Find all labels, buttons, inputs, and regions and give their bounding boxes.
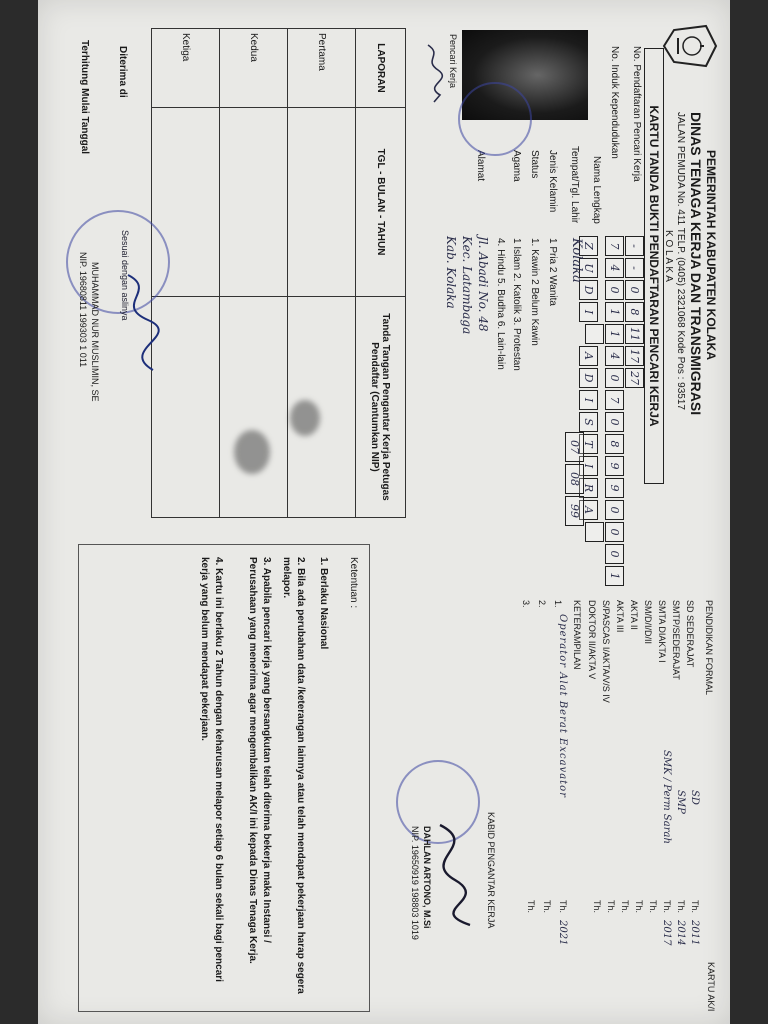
list-item: 3. Th. (521, 600, 536, 914)
list-item: SMTP/SEDERAJAT SMP Th. 2014 (671, 600, 686, 946)
dept-name: DINAS TENAGA KERJA DAN TRANSMIGRASI (688, 112, 704, 416)
alamat-label: Alamat (475, 150, 486, 182)
stain (290, 400, 320, 436)
kabid-name: DAHLAN ARTONO, M.Si (422, 826, 432, 929)
ketentuan-title: Ketentuan : (348, 557, 359, 609)
terhitung-label: Terhitung Mulai Tanggal (79, 40, 90, 155)
list-item: SMTA DIAKTA I SMK / Perm Sarah Th. 2017 (657, 600, 672, 946)
signer-name: MUHAMMAD NUR MUSLIMIN, SE (90, 262, 100, 402)
regency-emblem-icon (662, 22, 718, 70)
nama-boxes: ZUDIADISTIRA (579, 236, 604, 544)
agama-options-1: 1 Islam 2. Katolik 3. Protestan (511, 238, 522, 371)
list-item: DOKTOR II/AKTA V Th. (587, 600, 602, 914)
nik-label: No. Induk Kependudukan (609, 46, 620, 159)
kabid-nip: NIP. 19650919 198803 1019 (410, 826, 420, 940)
corner-code: KARTU AK/I (706, 962, 716, 1012)
list-item: AKTA II Th. (629, 600, 644, 914)
agama-options-2: 4. Hindu 5. Budha 6. Lain-lain (495, 238, 506, 370)
ketentuan-item-2: 2. Bila ada perubahan data /keterangan lainnya atau telah mendapat pekerjaan harap segera melapor. (281, 557, 306, 994)
list-item: S/PASCAS I/AKTA/V/S IV Th. (601, 600, 616, 914)
gov-name: PEMERINTAH KABUPATEN KOLAKA (704, 150, 718, 360)
alamat-line-2: Kec. Latambaga (460, 236, 474, 335)
nama-label: Nama Lengkap (591, 156, 602, 224)
status-label: Status (529, 150, 540, 179)
table-row: Pertama (288, 29, 356, 518)
list-item: SD SEDERAJAT SD Th. 2011 (685, 600, 700, 946)
diterima-label: Diterima di (117, 46, 128, 98)
ttl-date-boxes: 070899 (565, 432, 584, 528)
ketentuan-item-4: 4. Kartu ini berlaku 2 Tahun dengan keharusan melapor setiap 6 bulan sekali bagi pencari kerja yang belum mendapat pekerjaan. (199, 557, 224, 982)
alamat-line-1: Jl. Abadi No. 48 (476, 236, 490, 332)
job-seeker-card (38, 0, 730, 1024)
ketentuan-item-1: 1. Berlaku Nasional (318, 557, 329, 650)
applicant-signature-icon (418, 40, 448, 110)
certified-note: Sesuai dengan aslinya (120, 230, 130, 321)
table-row: Kedua (220, 29, 288, 518)
signer-nip: NIP. 19680811 199303 1 011 (78, 252, 88, 368)
ketentuan-item-3: 3. Apabila pencari kerja yang bersangkutan telah diterima bekerja maka Instansi / Perusahaan yang menerima agar mengembalikan AK/I ini kepada Dinas Tenaga Kerja. (247, 557, 272, 964)
pendidikan-list (588, 600, 700, 1000)
status-options: 1. Kawin 2 Belum Kawin (529, 238, 540, 346)
list-item: 2. Th. (537, 600, 552, 914)
pencari-kerja-label: Pencari Kerja (448, 34, 458, 89)
pendidikan-title: PENDIDIKAN FORMAL (704, 600, 714, 696)
card-title: KARTU TANDA BUKTI PENDAFTARAN PENCARI KERJA (644, 48, 664, 484)
agama-label: Agama (511, 150, 522, 182)
kabid-title: KABID PENGANTAR KERJA (486, 812, 496, 929)
ketentuan-box (78, 544, 370, 1012)
list-item: AKTA III Th. (615, 600, 630, 914)
ttl-place: Kolaka (569, 238, 584, 283)
table-row: Ketiga (152, 29, 220, 518)
ttl-label: Tempat/Tgl. Lahir (569, 146, 580, 224)
dept-address: JALAN PEMUDA No. 411 TELP. (0405) 2321068 Kode Pos : 93517 (675, 112, 686, 410)
list-item: SM/D/I/D/II Th. (643, 600, 658, 914)
nik-boxes: 7401140708990001 (605, 236, 624, 588)
reg-boxes: --08111727 (625, 236, 644, 390)
reg-label: No. Pendaftaran Pencari Kerja (631, 46, 642, 182)
list-item: 1. Operator Alat Berat Excavator Th. 2021 (553, 600, 568, 946)
alamat-line-3: Kab. Kolaka (444, 236, 458, 309)
keterampilan-title: KETERAMPILAN (572, 600, 582, 670)
dept-city: K O L A K A (663, 230, 674, 282)
keterampilan-list (520, 600, 568, 1000)
stain (234, 430, 270, 474)
photo-stamp (458, 82, 532, 156)
official-signature-icon (108, 270, 168, 380)
jk-options: 1 Pria 2 Wanita (547, 238, 558, 306)
jk-label: Jenis Kelamin (547, 150, 558, 213)
laporan-table: LAPORAN TGL - BULAN - TAHUN Tanda Tangan Pengantar Kerja Petugas Pendaftar (Cantumkan NIP) Pertama Kedua Ketiga (151, 28, 406, 518)
